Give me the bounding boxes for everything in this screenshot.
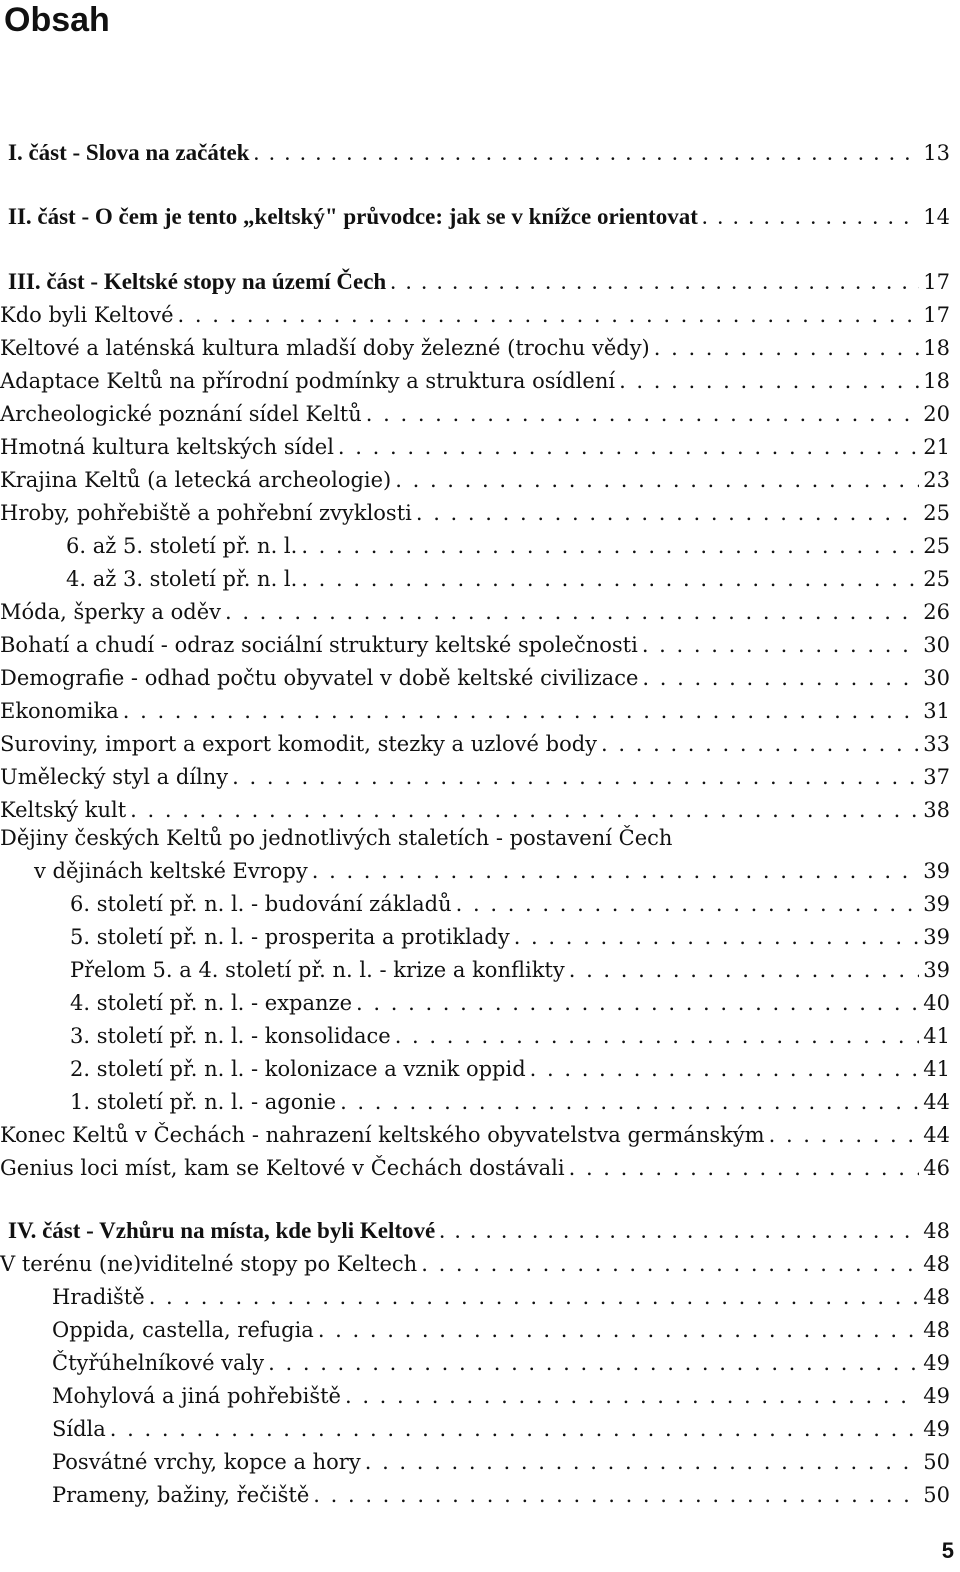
toc-entry-title: III. část - Keltské stopy na území Čech xyxy=(8,269,387,294)
toc-dot-leader xyxy=(642,663,919,693)
toc-dot-leader xyxy=(340,1087,919,1117)
toc-entry-title: Sídla xyxy=(52,1417,106,1441)
toc-entry xyxy=(0,564,950,594)
toc-entry-title: 5. století př. n. l. - prosperita a protiklady xyxy=(70,925,510,949)
toc-entry-title: 6. století př. n. l. - budování základů xyxy=(70,892,452,916)
toc-entry xyxy=(0,300,950,330)
toc-entry-page: 44 xyxy=(923,1123,950,1147)
toc-dot-leader xyxy=(130,795,919,825)
toc-entry xyxy=(0,333,950,363)
toc-entry-page: 25 xyxy=(923,534,950,558)
toc-entry-page: 37 xyxy=(923,765,950,789)
toc-entry-title: Kdo byli Keltové xyxy=(0,303,174,327)
toc-dot-leader xyxy=(178,300,920,330)
toc-dot-leader xyxy=(642,630,919,660)
toc-entry xyxy=(0,267,950,297)
toc-entry-title: Bohatí a chudí - odraz sociální struktury keltské společnosti xyxy=(0,633,638,657)
toc-dot-leader xyxy=(318,1315,919,1345)
toc-entry-page: 40 xyxy=(923,991,950,1015)
page-number: 5 xyxy=(941,1538,954,1563)
toc-dot-leader xyxy=(395,465,919,495)
toc-entry-title: Umělecký styl a dílny xyxy=(0,765,229,789)
toc-entry xyxy=(0,663,950,693)
toc-entry-title: 4. století př. n. l. - expanze xyxy=(70,991,353,1015)
toc-dot-leader xyxy=(439,1216,919,1246)
toc-entry xyxy=(0,696,950,726)
toc-entry-title: Genius loci míst, kam se Keltové v Čechách dostávali xyxy=(0,1156,565,1180)
toc-dot-leader xyxy=(225,597,919,627)
toc-entry-title: Demografie - odhad počtu obyvatel v době keltské civilizace xyxy=(0,666,639,690)
toc-entry-title: v dějinách keltské Evropy xyxy=(34,859,308,883)
toc-dot-leader xyxy=(338,432,919,462)
toc-entry xyxy=(0,729,950,759)
toc-dot-leader xyxy=(356,988,919,1018)
toc-dot-leader xyxy=(395,1021,920,1051)
page-title: Obsah xyxy=(4,1,110,39)
toc-entry-title: Dějiny českých Keltů po jednotlivých staletích - postavení Čech xyxy=(0,826,673,850)
toc-dot-leader xyxy=(569,955,920,985)
toc-entry xyxy=(0,1120,950,1150)
toc-dot-leader xyxy=(569,1153,920,1183)
toc-dot-leader xyxy=(769,1120,920,1150)
toc-entry-page: 38 xyxy=(923,798,950,822)
toc-entry xyxy=(0,399,950,429)
toc-entry-page: 23 xyxy=(923,468,950,492)
toc-entry-page: 17 xyxy=(923,303,950,327)
toc-entry-page: 49 xyxy=(923,1417,950,1441)
toc-entry-title: Prameny, bažiny, řečiště xyxy=(52,1483,310,1507)
toc-entry-page: 41 xyxy=(923,1024,950,1048)
toc-entry xyxy=(0,762,950,792)
toc-dot-leader xyxy=(312,856,920,886)
toc-entry-title: Ekonomika xyxy=(0,699,119,723)
toc-entry-title: V terénu (ne)viditelné stopy po Keltech xyxy=(0,1252,418,1276)
toc-entry-page: 26 xyxy=(923,600,950,624)
toc-entry-page: 25 xyxy=(923,567,950,591)
toc-entry xyxy=(0,823,672,853)
toc-dot-leader xyxy=(123,696,920,726)
toc-entry-title: Mohylová a jiná pohřebiště xyxy=(52,1384,341,1408)
toc-entry xyxy=(0,1282,950,1312)
toc-dot-leader xyxy=(345,1381,919,1411)
toc-dot-leader xyxy=(654,333,920,363)
toc-entry-page: 18 xyxy=(923,369,950,393)
toc-entry xyxy=(0,531,950,561)
toc-entry-page: 14 xyxy=(923,205,950,229)
toc-entry-title: Archeologické poznání sídel Keltů xyxy=(0,402,362,426)
toc-entry-title: Adaptace Keltů na přírodní podmínky a struktura osídlení xyxy=(0,369,616,393)
toc-entry-page: 50 xyxy=(923,1450,950,1474)
toc-entry-title: Krajina Keltů (a letecká archeologie) xyxy=(0,468,392,492)
toc-entry-page: 49 xyxy=(923,1384,950,1408)
toc-entry-page: 46 xyxy=(923,1156,950,1180)
toc-entry-title: Přelom 5. a 4. století př. n. l. - krize a konflikty xyxy=(70,958,565,982)
toc-entry-title: Hmotná kultura keltských sídel xyxy=(0,435,334,459)
toc-entry-title: Konec Keltů v Čechách - nahrazení keltského obyvatelstva germánským xyxy=(0,1123,765,1147)
toc-dot-leader xyxy=(514,922,920,952)
toc-entry xyxy=(0,955,950,985)
toc-entry-title: 3. století př. n. l. - konsolidace xyxy=(70,1024,391,1048)
toc-dot-leader xyxy=(366,399,919,429)
toc-dot-leader xyxy=(456,889,920,919)
toc-entry xyxy=(0,1216,950,1246)
toc-entry xyxy=(0,1153,950,1183)
toc-dot-leader xyxy=(619,366,919,396)
toc-entry-page: 39 xyxy=(923,925,950,949)
toc-entry xyxy=(0,889,950,919)
toc-dot-leader xyxy=(702,202,919,232)
toc-entry xyxy=(0,922,950,952)
toc-entry-title: 4. až 3. století př. n. l. xyxy=(66,567,298,591)
toc-entry-title: Suroviny, import a export komodit, stezky a uzlové body xyxy=(0,732,598,756)
toc-entry xyxy=(0,1087,950,1117)
toc-entry-title: Hradiště xyxy=(52,1285,145,1309)
toc-entry-page: 30 xyxy=(923,633,950,657)
toc-entry-page: 33 xyxy=(923,732,950,756)
toc-entry xyxy=(0,1348,950,1378)
toc-entry-title: 6. až 5. století př. n. l. xyxy=(66,534,298,558)
toc-entry-title: Čtyřúhelníkové valy xyxy=(52,1351,265,1375)
toc-entry-title: I. část - Slova na začátek xyxy=(8,140,250,165)
toc-entry-page: 39 xyxy=(923,859,950,883)
toc-entry-page: 25 xyxy=(923,501,950,525)
toc-entry xyxy=(0,1315,950,1345)
toc-entry-title: Keltové a laténská kultura mladší doby železné (trochu vědy) xyxy=(0,336,650,360)
toc-entry xyxy=(0,465,950,495)
toc-entry xyxy=(0,1414,950,1444)
toc-entry-title: Keltský kult xyxy=(0,798,127,822)
toc-entry-title: II. část - O čem je tento „keltský" průvodce: jak se v knížce orientovat xyxy=(8,204,698,229)
toc-dot-leader xyxy=(253,138,919,168)
toc-dot-leader xyxy=(530,1054,920,1084)
toc-entry-page: 31 xyxy=(923,699,950,723)
toc-entry xyxy=(0,1054,950,1084)
toc-entry-page: 39 xyxy=(923,958,950,982)
toc-entry xyxy=(0,1021,950,1051)
toc-dot-leader xyxy=(313,1480,919,1510)
toc-entry-page: 49 xyxy=(923,1351,950,1375)
toc-dot-leader xyxy=(110,1414,919,1444)
toc-entry-page: 13 xyxy=(923,141,950,165)
toc-entry-title: IV. část - Vzhůru na místa, kde byli Keltové xyxy=(8,1218,436,1243)
toc-entry xyxy=(0,795,950,825)
toc-entry xyxy=(0,1480,950,1510)
toc-entry-title: 1. století př. n. l. - agonie xyxy=(70,1090,337,1114)
toc-entry-page: 48 xyxy=(923,1285,950,1309)
toc-entry-page: 17 xyxy=(923,270,950,294)
toc-entry xyxy=(0,597,950,627)
toc-dot-leader xyxy=(421,1249,919,1279)
toc-entry-page: 50 xyxy=(923,1483,950,1507)
toc-dot-leader xyxy=(601,729,919,759)
toc-dot-leader xyxy=(301,564,919,594)
toc-dot-leader xyxy=(365,1447,920,1477)
toc-entry-page: 41 xyxy=(923,1057,950,1081)
toc-entry xyxy=(0,856,950,886)
toc-entry xyxy=(0,630,950,660)
toc-dot-leader xyxy=(416,498,919,528)
toc-entry xyxy=(0,432,950,462)
toc-entry-title: Oppida, castella, refugia xyxy=(52,1318,314,1342)
toc-dot-leader xyxy=(301,531,919,561)
toc-entry-page: 18 xyxy=(923,336,950,360)
toc-entry xyxy=(0,366,950,396)
toc-dot-leader xyxy=(390,267,919,297)
toc-entry-page: 48 xyxy=(923,1252,950,1276)
toc-entry-page: 48 xyxy=(923,1318,950,1342)
toc-entry-title: Móda, šperky a oděv xyxy=(0,600,221,624)
toc-dot-leader xyxy=(232,762,919,792)
toc-entry xyxy=(0,1249,950,1279)
toc-entry-page: 44 xyxy=(923,1090,950,1114)
toc-entry xyxy=(0,138,950,168)
toc-entry xyxy=(0,498,950,528)
toc-dot-leader xyxy=(268,1348,919,1378)
toc-entry-page: 48 xyxy=(923,1219,950,1243)
toc-entry xyxy=(0,1381,950,1411)
toc-entry-page: 30 xyxy=(923,666,950,690)
toc-entry-title: 2. století př. n. l. - kolonizace a vznik oppid xyxy=(70,1057,526,1081)
toc-entry-page: 20 xyxy=(923,402,950,426)
toc-entry xyxy=(0,988,950,1018)
toc-entry-title: Hroby, pohřebiště a pohřební zvyklosti xyxy=(0,501,412,525)
toc-entry-page: 21 xyxy=(923,435,950,459)
toc-entry xyxy=(0,1447,950,1477)
toc-entry-page: 39 xyxy=(923,892,950,916)
toc-dot-leader xyxy=(149,1282,920,1312)
toc-entry-title: Posvátné vrchy, kopce a hory xyxy=(52,1450,361,1474)
toc-entry xyxy=(0,202,950,232)
